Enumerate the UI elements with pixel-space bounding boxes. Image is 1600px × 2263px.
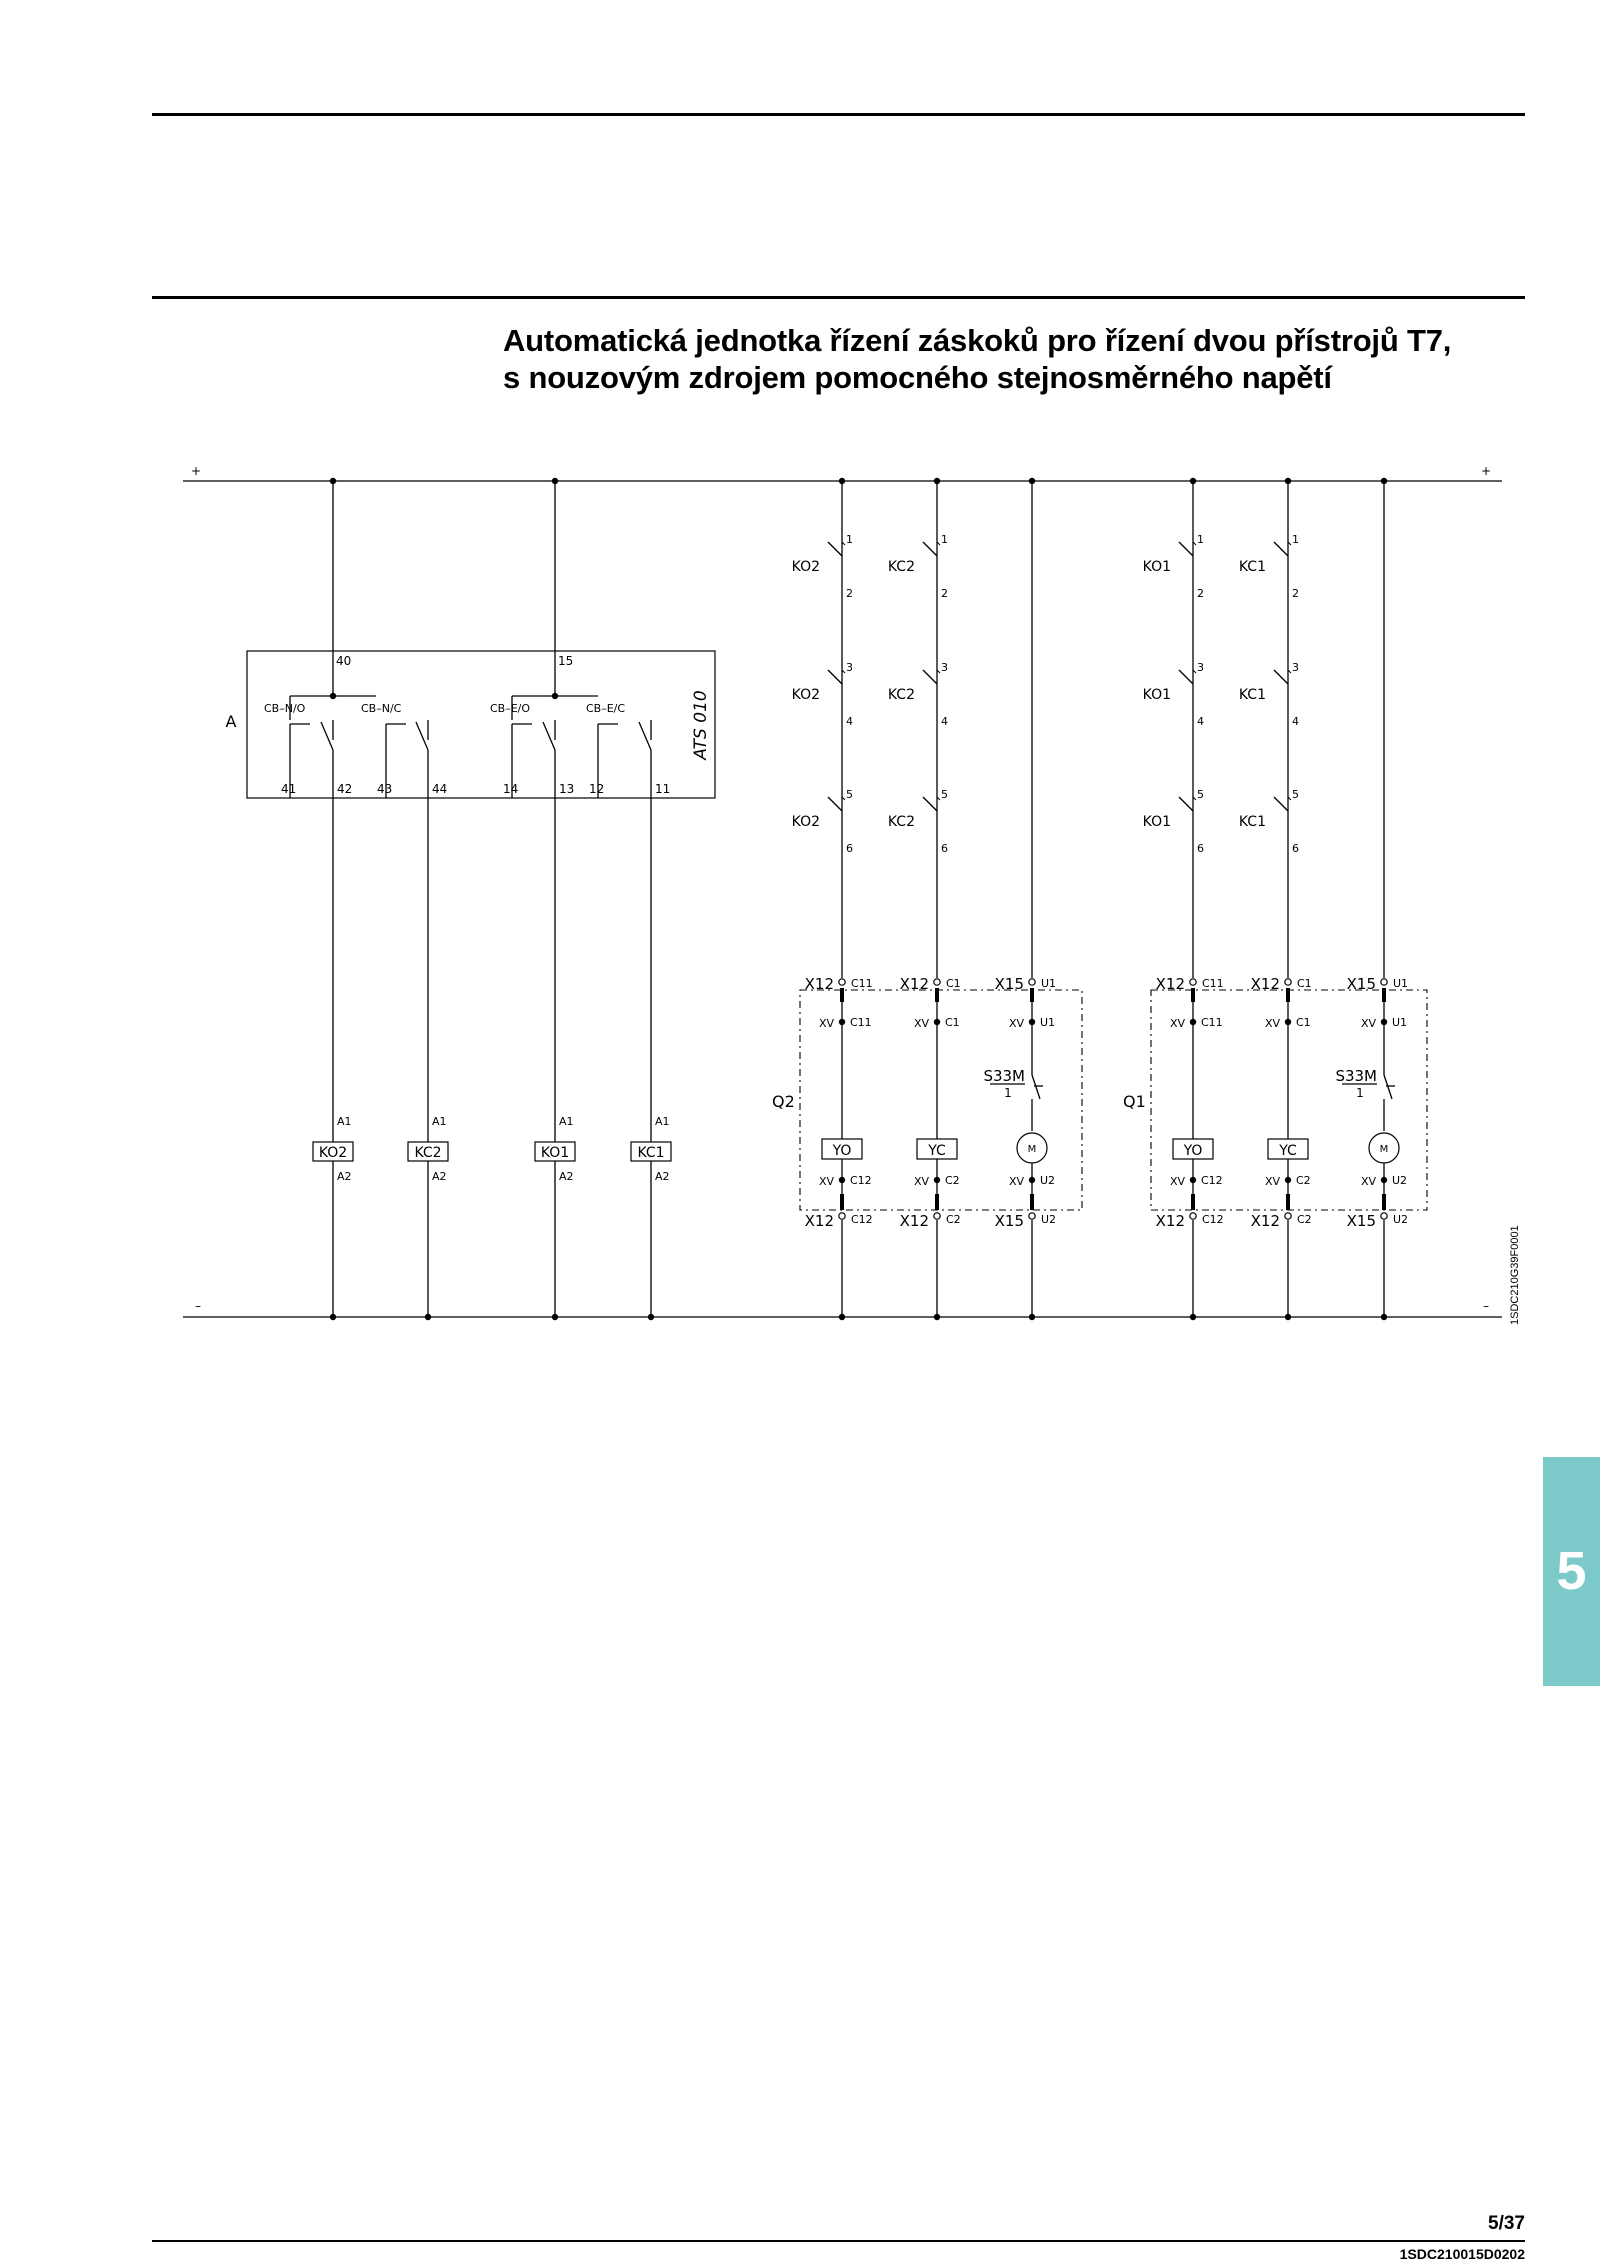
- unit-A-switch-blade: [321, 722, 333, 750]
- connector-top-label: X12: [804, 975, 834, 993]
- rail-junction: [1285, 1314, 1291, 1320]
- xv-bottom-label: XV: [913, 1175, 929, 1188]
- xv-top-pin: C1: [945, 1016, 960, 1029]
- connector-bottom-ring: [1029, 1213, 1035, 1219]
- connector-top-pin: C11: [1202, 977, 1224, 990]
- contact-blade: [1274, 542, 1288, 556]
- xv-top-label: XV: [913, 1017, 929, 1030]
- contact-relay-label: KO1: [1142, 559, 1171, 575]
- connector-bottom-label: X12: [1250, 1212, 1280, 1230]
- contact-relay-label: KC2: [887, 559, 915, 575]
- contact-terminal-bottom: 2: [846, 587, 853, 600]
- unit-A-output-label: CB–E/C: [586, 702, 626, 715]
- xv-top-pin: C11: [1201, 1016, 1223, 1029]
- rail-junction: [934, 1314, 940, 1320]
- limit-switch-number: 1: [1356, 1086, 1364, 1100]
- connector-top-pin: U1: [1393, 977, 1409, 990]
- xv-top-label: XV: [1360, 1017, 1376, 1030]
- unit-A-terminal: 14: [503, 782, 519, 796]
- contact-relay-label: KC2: [887, 814, 915, 830]
- relay-coil-terminal-a1: A1: [655, 1115, 670, 1128]
- contact-terminal-bottom: 4: [1197, 715, 1204, 728]
- contact-terminal-top: 1: [941, 533, 948, 546]
- rail-minus-right: –: [1483, 1299, 1489, 1313]
- contact-relay-label: KO1: [1142, 814, 1171, 830]
- title-line-2: s nouzovým zdrojem pomocného stejnosměrného napětí: [503, 360, 1332, 395]
- contact-terminal-top: 5: [1292, 788, 1299, 801]
- unit-A-box: [247, 651, 715, 798]
- contact-terminal-top: 3: [1292, 661, 1299, 674]
- motor-label: M: [1379, 1144, 1389, 1155]
- relay-coil-terminal-a1: A1: [337, 1115, 352, 1128]
- contact-terminal-bottom: 2: [1197, 587, 1204, 600]
- contact-terminal-top: 3: [941, 661, 948, 674]
- unit-A-switch-blade: [416, 722, 428, 750]
- rail-junction: [552, 478, 558, 484]
- coil-label: YC: [928, 1143, 946, 1159]
- connector-bottom-pin: C12: [851, 1213, 873, 1226]
- contact-terminal-top: 5: [941, 788, 948, 801]
- contact-terminal-bottom: 4: [1292, 715, 1299, 728]
- relay-coil-terminal-a2: A2: [432, 1170, 447, 1183]
- xv-top-pin: C1: [1296, 1016, 1311, 1029]
- relay-coil-label: KC1: [637, 1145, 665, 1161]
- limit-switch-number: 1: [1004, 1086, 1012, 1100]
- contact-blade: [828, 797, 842, 811]
- xv-bottom-label: XV: [1360, 1175, 1376, 1188]
- connector-bottom-pin: U2: [1393, 1213, 1409, 1226]
- connector-top-ring: [839, 979, 845, 985]
- connector-bottom-ring: [1190, 1213, 1196, 1219]
- connector-bottom-label: X12: [1155, 1212, 1185, 1230]
- footer-rule: [152, 2240, 1525, 2242]
- relay-coil-label: KC2: [414, 1145, 442, 1161]
- contact-terminal-top: 5: [1197, 788, 1204, 801]
- contact-blade: [1179, 542, 1193, 556]
- unit-A-terminal: 12: [589, 782, 605, 796]
- connector-bottom-label: X12: [899, 1212, 929, 1230]
- breaker-designation: Q1: [1123, 1092, 1146, 1111]
- contact-blade: [828, 542, 842, 556]
- contact-blade: [1179, 670, 1193, 684]
- connector-bottom-pin: U2: [1041, 1213, 1057, 1226]
- xv-top-label: XV: [1008, 1017, 1024, 1030]
- contact-terminal-top: 1: [1197, 533, 1204, 546]
- connector-top-label: X15: [1346, 975, 1376, 993]
- unit-A-terminal: 42: [337, 782, 353, 796]
- coil-label: YO: [1183, 1143, 1203, 1159]
- connector-top-ring: [1381, 979, 1387, 985]
- unit-A-terminal: 43: [377, 782, 393, 796]
- connector-bottom-ring: [839, 1213, 845, 1219]
- contact-blade: [1179, 797, 1193, 811]
- contact-relay-label: KO2: [791, 559, 820, 575]
- unit-A-switch-blade: [543, 722, 555, 750]
- relay-coil-label: KO2: [318, 1145, 348, 1161]
- contact-terminal-bottom: 6: [941, 842, 948, 855]
- connector-bottom-pin: C2: [946, 1213, 961, 1226]
- coil-label: YO: [832, 1143, 852, 1159]
- drawing-code: 1SDC210G39F0001: [1509, 1225, 1521, 1325]
- document-code: 1SDC210015D0202: [1399, 2246, 1525, 2262]
- contact-terminal-top: 3: [846, 661, 853, 674]
- xv-bottom-label: XV: [1264, 1175, 1280, 1188]
- connector-top-ring: [1285, 979, 1291, 985]
- relay-coil-terminal-a1: A1: [559, 1115, 574, 1128]
- xv-bottom-pin: U2: [1392, 1174, 1408, 1187]
- connector-bottom-ring: [1285, 1213, 1291, 1219]
- contact-terminal-top: 5: [846, 788, 853, 801]
- unit-A-terminal: 41: [281, 782, 297, 796]
- contact-blade: [923, 797, 937, 811]
- unit-A-switch-blade: [639, 722, 651, 750]
- connector-top-ring: [1190, 979, 1196, 985]
- xv-top-pin: U1: [1040, 1016, 1056, 1029]
- connector-top-label: X12: [1155, 975, 1185, 993]
- contact-relay-label: KC1: [1238, 687, 1266, 703]
- xv-bottom-pin: C2: [1296, 1174, 1311, 1187]
- rail-junction: [648, 1314, 654, 1320]
- xv-bottom-pin: C12: [850, 1174, 872, 1187]
- contact-terminal-bottom: 2: [1292, 587, 1299, 600]
- rail-junction: [425, 1314, 431, 1320]
- rail-junction: [839, 1314, 845, 1320]
- xv-bottom-pin: C2: [945, 1174, 960, 1187]
- connector-bottom-label: X12: [804, 1212, 834, 1230]
- xv-bottom-pin: C12: [1201, 1174, 1223, 1187]
- connector-top-ring: [934, 979, 940, 985]
- unit-A-output-label: CB–E/O: [490, 702, 531, 715]
- connector-bottom-label: X15: [994, 1212, 1024, 1230]
- contact-relay-label: KC2: [887, 687, 915, 703]
- contact-terminal-bottom: 6: [1197, 842, 1204, 855]
- unit-A-model: ATS 010: [691, 690, 711, 760]
- connector-bottom-ring: [934, 1213, 940, 1219]
- relay-coil-terminal-a2: A2: [655, 1170, 670, 1183]
- unit-A-output-label: CB–N/C: [361, 702, 402, 715]
- unit-A-supply-terminal: 15: [558, 654, 574, 668]
- connector-top-pin: U1: [1041, 977, 1057, 990]
- xv-top-label: XV: [1169, 1017, 1185, 1030]
- xv-bottom-label: XV: [1169, 1175, 1185, 1188]
- contact-blade: [923, 670, 937, 684]
- contact-relay-label: KO1: [1142, 687, 1171, 703]
- limit-switch-blade: [1032, 1075, 1040, 1099]
- connector-top-ring: [1029, 979, 1035, 985]
- xv-bottom-label: XV: [1008, 1175, 1024, 1188]
- rail-junction: [1190, 1314, 1196, 1320]
- connector-top-pin: C1: [946, 977, 961, 990]
- contact-terminal-bottom: 4: [941, 715, 948, 728]
- rail-minus-left: –: [195, 1299, 201, 1313]
- contact-blade: [828, 670, 842, 684]
- contact-relay-label: KO2: [791, 687, 820, 703]
- rail-junction: [552, 1314, 558, 1320]
- limit-switch-label: S33M: [983, 1067, 1025, 1085]
- contact-terminal-bottom: 2: [941, 587, 948, 600]
- contact-terminal-bottom: 6: [1292, 842, 1299, 855]
- contact-blade: [1274, 670, 1288, 684]
- coil-label: YC: [1279, 1143, 1297, 1159]
- unit-A-supply-terminal: 40: [336, 654, 352, 668]
- xv-top-label: XV: [1264, 1017, 1280, 1030]
- contact-blade: [1274, 797, 1288, 811]
- contact-relay-label: KC1: [1238, 559, 1266, 575]
- xv-bottom-label: XV: [818, 1175, 834, 1188]
- page-number: 5/37: [1488, 2213, 1525, 2234]
- motor-label: M: [1027, 1144, 1037, 1155]
- contact-terminal-top: 3: [1197, 661, 1204, 674]
- contact-relay-label: KC1: [1238, 814, 1266, 830]
- unit-A-terminal: 13: [559, 782, 575, 796]
- unit-A-terminal: 11: [655, 782, 671, 796]
- breaker-designation: Q2: [772, 1092, 795, 1111]
- connector-top-pin: C1: [1297, 977, 1312, 990]
- chapter-tab[interactable]: [1543, 1457, 1600, 1686]
- rail-junction: [330, 478, 336, 484]
- connector-bottom-pin: C12: [1202, 1213, 1224, 1226]
- xv-top-pin: U1: [1392, 1016, 1408, 1029]
- connector-top-label: X12: [1250, 975, 1280, 993]
- chapter-tab-label: 5: [1556, 1541, 1587, 1601]
- connector-top-pin: C11: [851, 977, 873, 990]
- connector-top-label: X12: [899, 975, 929, 993]
- contact-blade: [923, 542, 937, 556]
- relay-coil-terminal-a1: A1: [432, 1115, 447, 1128]
- connector-bottom-ring: [1381, 1213, 1387, 1219]
- xv-top-pin: C11: [850, 1016, 872, 1029]
- connector-bottom-label: X15: [1346, 1212, 1376, 1230]
- contact-terminal-bottom: 6: [846, 842, 853, 855]
- xv-bottom-pin: U2: [1040, 1174, 1056, 1187]
- connector-bottom-pin: C2: [1297, 1213, 1312, 1226]
- limit-switch-label: S33M: [1335, 1067, 1377, 1085]
- contact-relay-label: KO2: [791, 814, 820, 830]
- relay-coil-terminal-a2: A2: [559, 1170, 574, 1183]
- rail-plus-right: +: [1480, 464, 1492, 478]
- rail-plus-left: +: [190, 464, 202, 478]
- rail-junction: [330, 1314, 336, 1320]
- contact-terminal-top: 1: [1292, 533, 1299, 546]
- limit-switch-blade: [1384, 1075, 1392, 1099]
- contact-terminal-top: 1: [846, 533, 853, 546]
- unit-A-label: A: [225, 712, 237, 731]
- unit-A-terminal: 44: [432, 782, 448, 796]
- rail-junction: [1029, 1314, 1035, 1320]
- contact-terminal-bottom: 4: [846, 715, 853, 728]
- title-line-1: Automatická jednotka řízení záskoků pro řízení dvou přístrojů T7,: [503, 323, 1452, 358]
- relay-coil-terminal-a2: A2: [337, 1170, 352, 1183]
- unit-A-output-label: CB–N/O: [264, 702, 306, 715]
- connector-top-label: X15: [994, 975, 1024, 993]
- rail-junction: [1381, 1314, 1387, 1320]
- xv-top-label: XV: [818, 1017, 834, 1030]
- relay-coil-label: KO1: [540, 1145, 570, 1161]
